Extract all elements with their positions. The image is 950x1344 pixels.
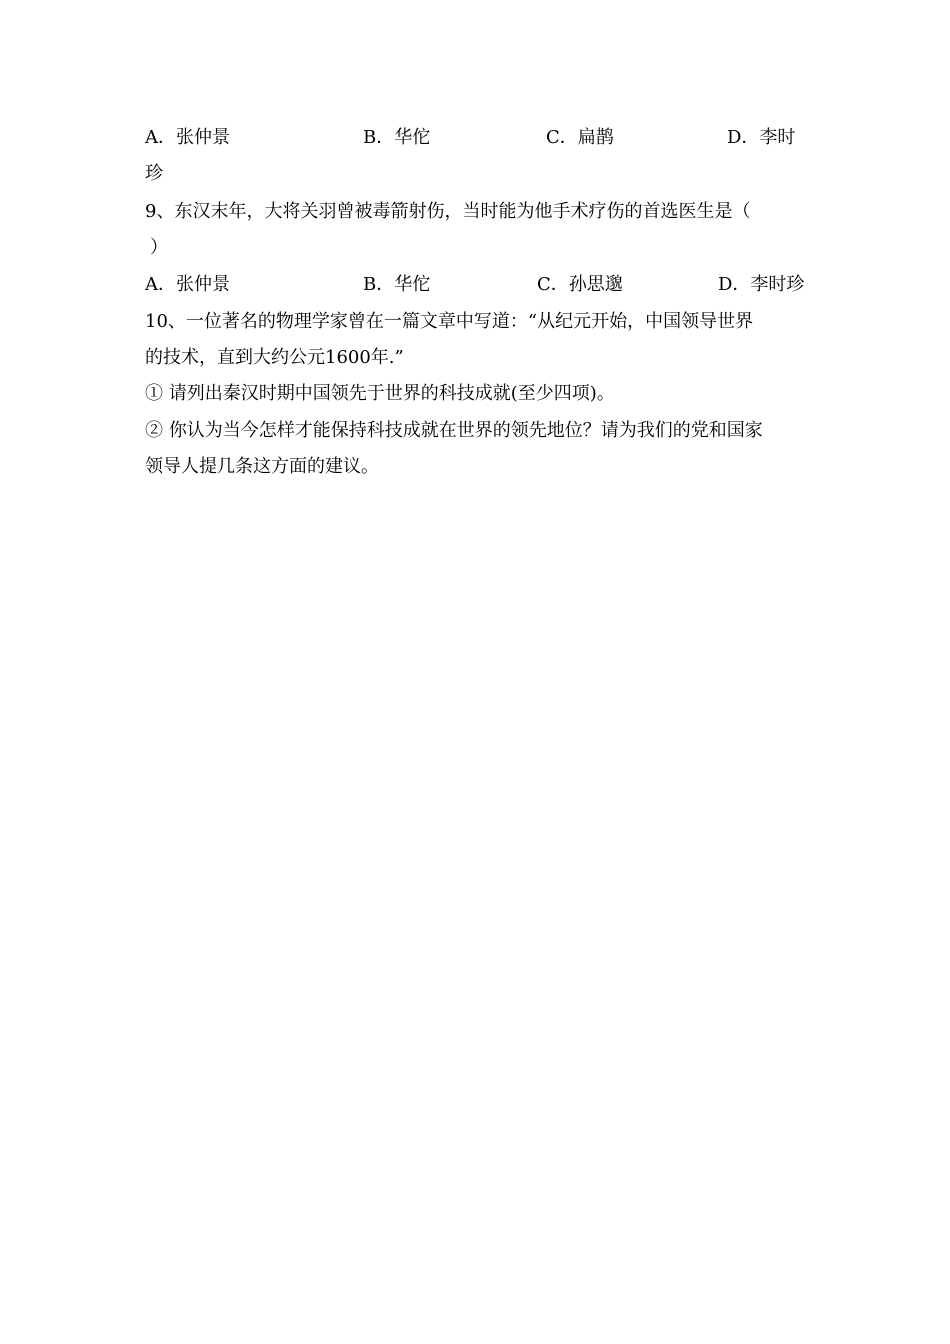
q9-question-paren: ）	[150, 237, 168, 258]
q9-option-d: D．李时珍	[718, 274, 805, 295]
q9-option-b: B．华佗	[363, 274, 431, 295]
q9-option-c: C．孙思邈	[537, 274, 623, 295]
q8-option-d: D．李时	[727, 127, 796, 148]
q8-option-d-continued: 珍	[145, 163, 163, 184]
q8-option-c: C．扁鹊	[546, 127, 614, 148]
q10-sub-question-2-continued: 领导人提几条这方面的建议。	[145, 456, 379, 477]
q10-sub-question-1: ① 请列出秦汉时期中国领先于世界的科技成就(至少四项)。	[145, 383, 615, 404]
q9-option-a: A．张仲景	[145, 274, 230, 295]
q10-question: 10、一位著名的物理学家曾在一篇文章中写道：“从纪元开始，中国领导世界	[145, 311, 754, 332]
q8-option-b: B．华佗	[363, 127, 431, 148]
q10-question-continued: 的技术，直到大约公元1600年.”	[145, 347, 404, 368]
q8-option-a: A．张仲景	[145, 127, 230, 148]
q9-question: 9、东汉末年，大将关羽曾被毒箭射伤，当时能为他手术疗伤的首选医生是（	[145, 201, 751, 222]
q10-sub-question-2: ② 你认为当今怎样才能保持科技成就在世界的领先地位？请为我们的党和国家	[145, 420, 763, 441]
